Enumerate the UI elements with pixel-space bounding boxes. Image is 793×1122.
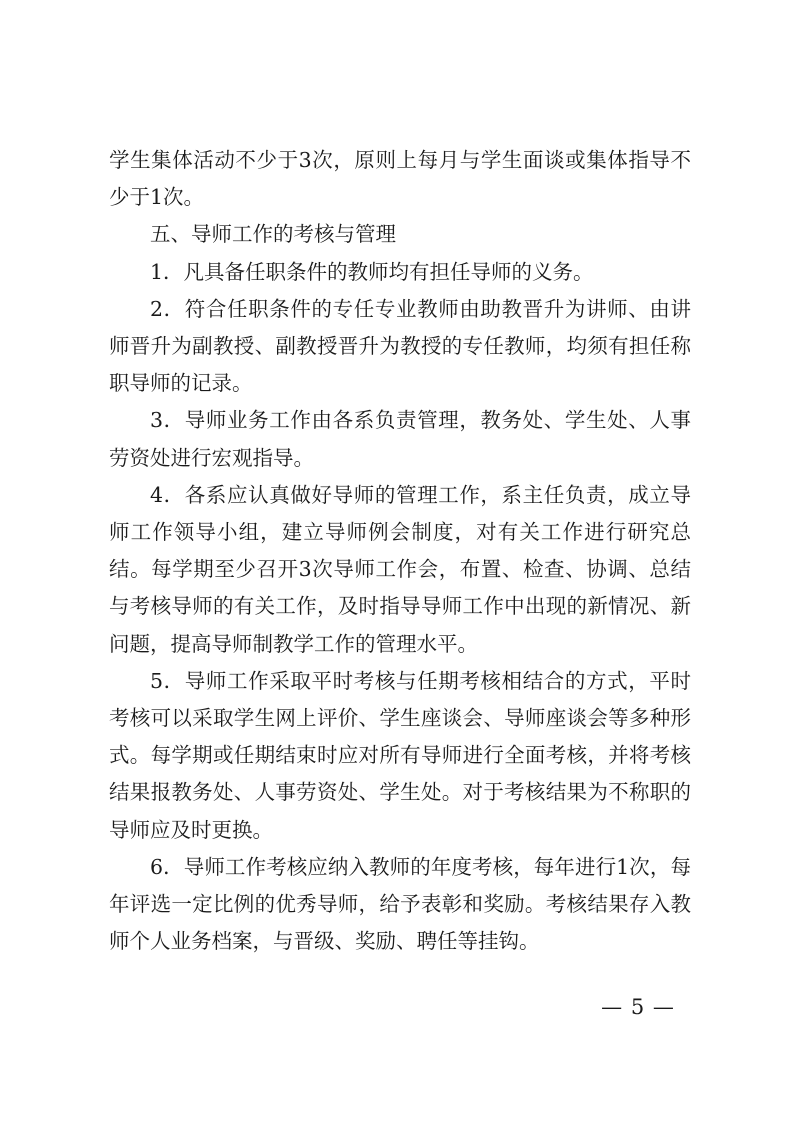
clause-1: 1．凡具备任职条件的教师均有担任导师的义务。 xyxy=(150,259,594,284)
page-number: — 5 — xyxy=(601,995,675,1019)
clause-5: 5．导师工作采取平时考核与任期考核相结合的方式，平时考核可以采取学生网上评价、学生座谈会、导师座谈会等多种形式。每学期或任期结束时应对所有导师进行全面考核，并将考核结果报教务处、人事劳资处、学生处。对于考核结果为不称职的导师应及时更换。 xyxy=(109,668,691,842)
clause-6: 6．导师工作考核应纳入教师的年度考核，每年进行1次，每年评选一定比例的优秀导师，给予表彰和奖励。考核结果存入教师个人业务档案，与晋级、奖励、聘任等挂钩。 xyxy=(109,854,691,954)
document-body xyxy=(109,142,691,960)
section-heading: 五、导师工作的考核与管理 xyxy=(150,222,396,247)
clause-2: 2．符合任职条件的专任专业教师由助教晋升为讲师、由讲师晋升为副教授、副教授晋升为教授的专任教师，均须有担任称职导师的记录。 xyxy=(109,296,691,396)
paragraph-continuation: 学生集体活动不少于3次，原则上每月与学生面谈或集体指导不少于1次。 xyxy=(109,148,691,210)
clause-3: 3．导师业务工作由各系负责管理，教务处、学生处、人事劳资处进行宏观指导。 xyxy=(109,408,691,470)
clause-4: 4．各系应认真做好导师的管理工作，系主任负责，成立导师工作领导小组，建立导师例会制度，对有关工作进行研究总结。每学期至少召开3次导师工作会，布置、检查、协调、总结与考核导师的有关工作，及时指导导师工作中出现的新情况、新问题，提高导师制教学工作的管理水平。 xyxy=(109,482,691,656)
